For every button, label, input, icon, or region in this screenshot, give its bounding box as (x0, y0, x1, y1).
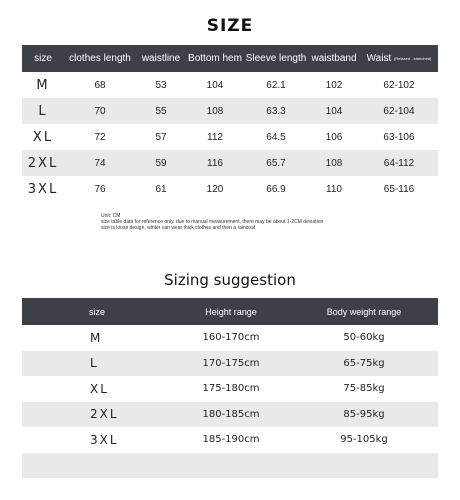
cell-waistband: 108 (325, 157, 343, 169)
cell-waistband: 104 (325, 105, 343, 117)
cell-size: 2XL (27, 155, 59, 171)
note-line: size table data for reference only. due to manual measurement, there may be about 1-2CM deviation (101, 219, 324, 225)
cell-waistline: 61 (155, 183, 167, 195)
sizing-suggestion-title: Sizing suggestion (164, 271, 296, 289)
cell-size: 2XL (90, 407, 119, 422)
suggestion-header-row (22, 298, 438, 325)
size-chart-table (22, 45, 438, 202)
table-row (22, 325, 438, 351)
cell-size: XL (90, 381, 109, 396)
cell-clothes-length: 76 (94, 183, 106, 195)
header-waistline: waistline (141, 53, 181, 64)
cell-sleeve-length: 66.9 (266, 183, 286, 195)
cell-clothes-length: 70 (94, 105, 106, 117)
cell-sleeve-length: 63.3 (266, 105, 286, 117)
table-row (22, 376, 438, 402)
table-row (22, 176, 438, 202)
cell-bottom-hem: 120 (206, 183, 224, 195)
cell-clothes-length: 68 (94, 79, 106, 91)
cell-bottom-hem: 116 (207, 157, 223, 169)
cell-waist: 62-104 (383, 105, 415, 117)
size-chart-header-row (22, 45, 438, 72)
cell-body-weight-range: 95-105kg (340, 434, 388, 446)
cell-waist: 63-106 (383, 131, 415, 143)
cell-waistband: 102 (325, 79, 343, 91)
cell-height-range: 180-185cm (202, 408, 260, 420)
table-row (22, 124, 438, 150)
cell-waist: 62-102 (383, 79, 415, 91)
header-height-range: Height range (205, 306, 257, 317)
cell-size: M (36, 77, 50, 93)
table-row (22, 98, 438, 124)
cell-size: 3XL (27, 181, 59, 197)
table-row (22, 72, 438, 98)
table-row (22, 351, 438, 377)
header-clothes-length: clothes length (69, 53, 131, 64)
cell-waistband: 110 (326, 183, 342, 195)
cell-size: 3XL (90, 432, 119, 447)
cell-size: L (90, 356, 99, 371)
cell-size: L (38, 103, 48, 119)
header-waistband: waistband (311, 53, 357, 64)
header-size: size (34, 53, 52, 64)
header-waist-note: (Relaxed - stretched) (394, 55, 432, 61)
cell-sleeve-length: 65.7 (266, 157, 286, 169)
header-waist (360, 53, 438, 64)
header-sleeve-length: Sleeve length (245, 53, 307, 64)
cell-body-weight-range: 65-75kg (343, 357, 385, 369)
table-row (22, 453, 438, 479)
header-waist-label: Waist (366, 53, 392, 64)
cell-size: XL (32, 129, 54, 145)
cell-bottom-hem: 108 (206, 105, 224, 117)
sizing-suggestion-table (22, 298, 438, 478)
cell-waistband: 106 (325, 131, 343, 143)
table-row (22, 427, 438, 453)
cell-waist: 65-116 (383, 183, 415, 195)
cell-waistline: 57 (155, 131, 167, 143)
header-size: size (88, 306, 105, 317)
table-row (22, 402, 438, 428)
cell-height-range: 175-180cm (202, 383, 260, 395)
header-body-weight-range: Body weight range (326, 306, 402, 317)
cell-waistline: 55 (155, 105, 167, 117)
cell-body-weight-range: 85-95kg (343, 408, 385, 420)
cell-height-range: 185-190cm (202, 434, 260, 446)
cell-waist: 64-112 (383, 157, 415, 169)
cell-body-weight-range: 50-60kg (343, 332, 385, 344)
cell-bottom-hem: 104 (206, 79, 224, 91)
cell-waistline: 59 (155, 157, 167, 169)
header-bottom-hem: Bottom hem (188, 53, 242, 64)
size-chart-title: SIZE (206, 16, 254, 36)
cell-size: M (90, 330, 103, 345)
cell-sleeve-length: 64.5 (266, 131, 286, 143)
cell-clothes-length: 72 (94, 131, 106, 143)
cell-waistline: 53 (155, 79, 167, 91)
cell-sleeve-length: 62.1 (266, 79, 286, 91)
cell-body-weight-range: 75-85kg (343, 383, 385, 395)
cell-bottom-hem: 112 (207, 131, 223, 143)
cell-height-range: 170-175cm (202, 357, 260, 369)
size-chart-notes (101, 213, 323, 231)
cell-clothes-length: 74 (94, 157, 106, 169)
note-line: size is loose design, winter can wear thick clothes and then a raincoat (101, 225, 256, 231)
note-line: Unit: CM (101, 213, 121, 219)
table-row (22, 150, 438, 176)
cell-height-range: 160-170cm (202, 332, 260, 344)
